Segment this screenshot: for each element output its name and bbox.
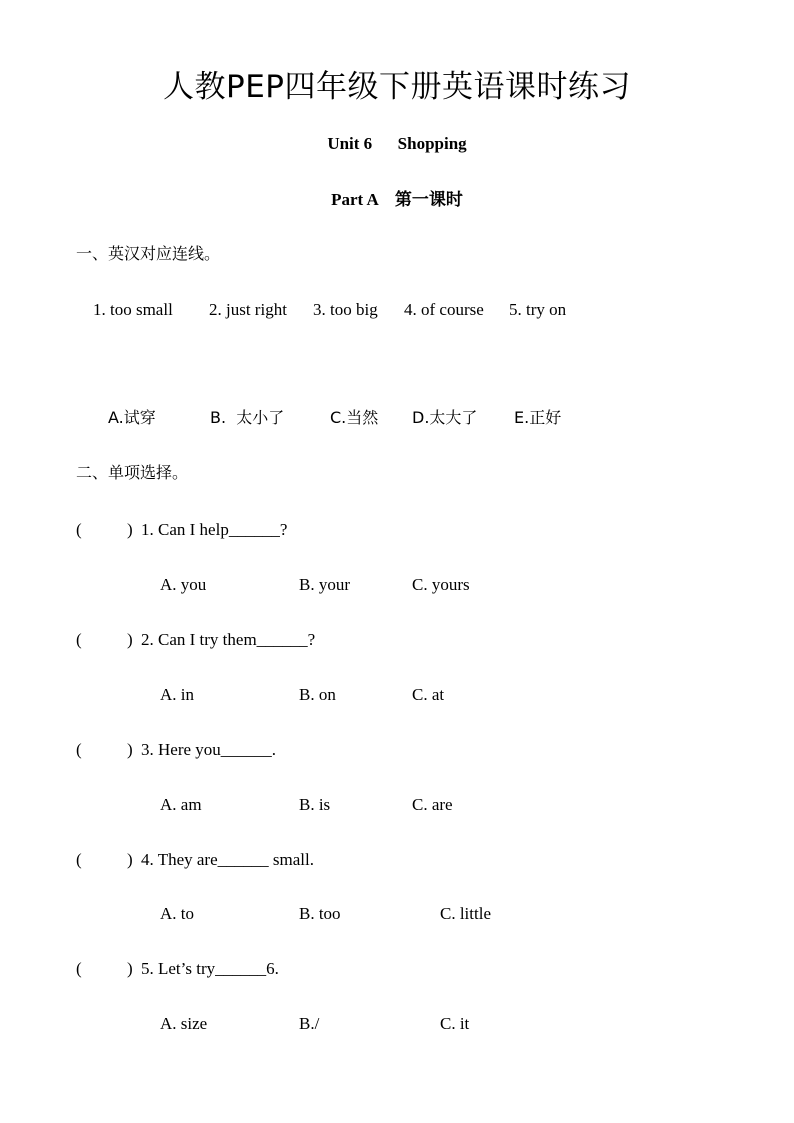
- answer-bracket-open: (: [76, 740, 82, 759]
- option-a: A. in: [160, 685, 194, 704]
- option-b: B. on: [299, 685, 336, 704]
- english-item: 1. too small: [93, 300, 173, 319]
- option-a: A. you: [160, 575, 207, 594]
- answer-bracket-close: ): [127, 740, 133, 759]
- answer-bracket-open: (: [76, 630, 82, 649]
- question-stem: 5. Let’s try______6.: [141, 959, 279, 978]
- question-stem: 2. Can I try them______?: [141, 630, 316, 649]
- option-b: B. your: [299, 575, 350, 594]
- option-a: A. am: [160, 795, 202, 814]
- answer-bracket-close: ): [127, 520, 133, 539]
- option-c: C. it: [440, 1014, 470, 1033]
- section-heading-multiple-choice: 二、单项选择。: [76, 463, 189, 482]
- english-item: 3. too big: [313, 300, 378, 319]
- unit-title: Unit 6 Shopping: [327, 134, 467, 153]
- answer-bracket-open: (: [76, 959, 82, 978]
- option-c: C. are: [412, 795, 453, 814]
- english-item: 2. just right: [209, 300, 287, 319]
- english-item: 5. try on: [509, 300, 567, 319]
- chinese-item: B. 太小了: [210, 408, 285, 427]
- answer-bracket-close: ): [127, 959, 133, 978]
- option-b: B. is: [299, 795, 331, 814]
- option-c: C. yours: [412, 575, 470, 594]
- answer-bracket-open: (: [76, 850, 82, 869]
- question-stem: 1. Can I help______?: [141, 520, 288, 539]
- option-a: A. size: [160, 1014, 208, 1033]
- answer-bracket-close: ): [127, 630, 133, 649]
- question-stem: 4. They are______ small.: [141, 850, 314, 869]
- answer-bracket-close: ): [127, 850, 133, 869]
- chinese-item: A.试穿: [108, 408, 156, 427]
- option-c: C. little: [440, 904, 491, 923]
- lesson-title: Part A 第一课时: [331, 190, 463, 209]
- option-a: A. to: [160, 904, 194, 923]
- chinese-item: C.当然: [330, 408, 379, 427]
- option-c: C. at: [412, 685, 445, 704]
- question-stem: 3. Here you______.: [141, 740, 277, 759]
- option-b: B. too: [299, 904, 341, 923]
- english-item: 4. of course: [404, 300, 484, 319]
- chinese-item: D.太大了: [412, 408, 478, 427]
- option-b: B./: [299, 1014, 320, 1033]
- worksheet-title: 人教PEP四年级下册英语课时练习: [163, 69, 631, 105]
- chinese-item: E.正好: [514, 408, 562, 427]
- section-heading-matching: 一、英汉对应连线。: [76, 244, 221, 263]
- answer-bracket-open: (: [76, 520, 82, 539]
